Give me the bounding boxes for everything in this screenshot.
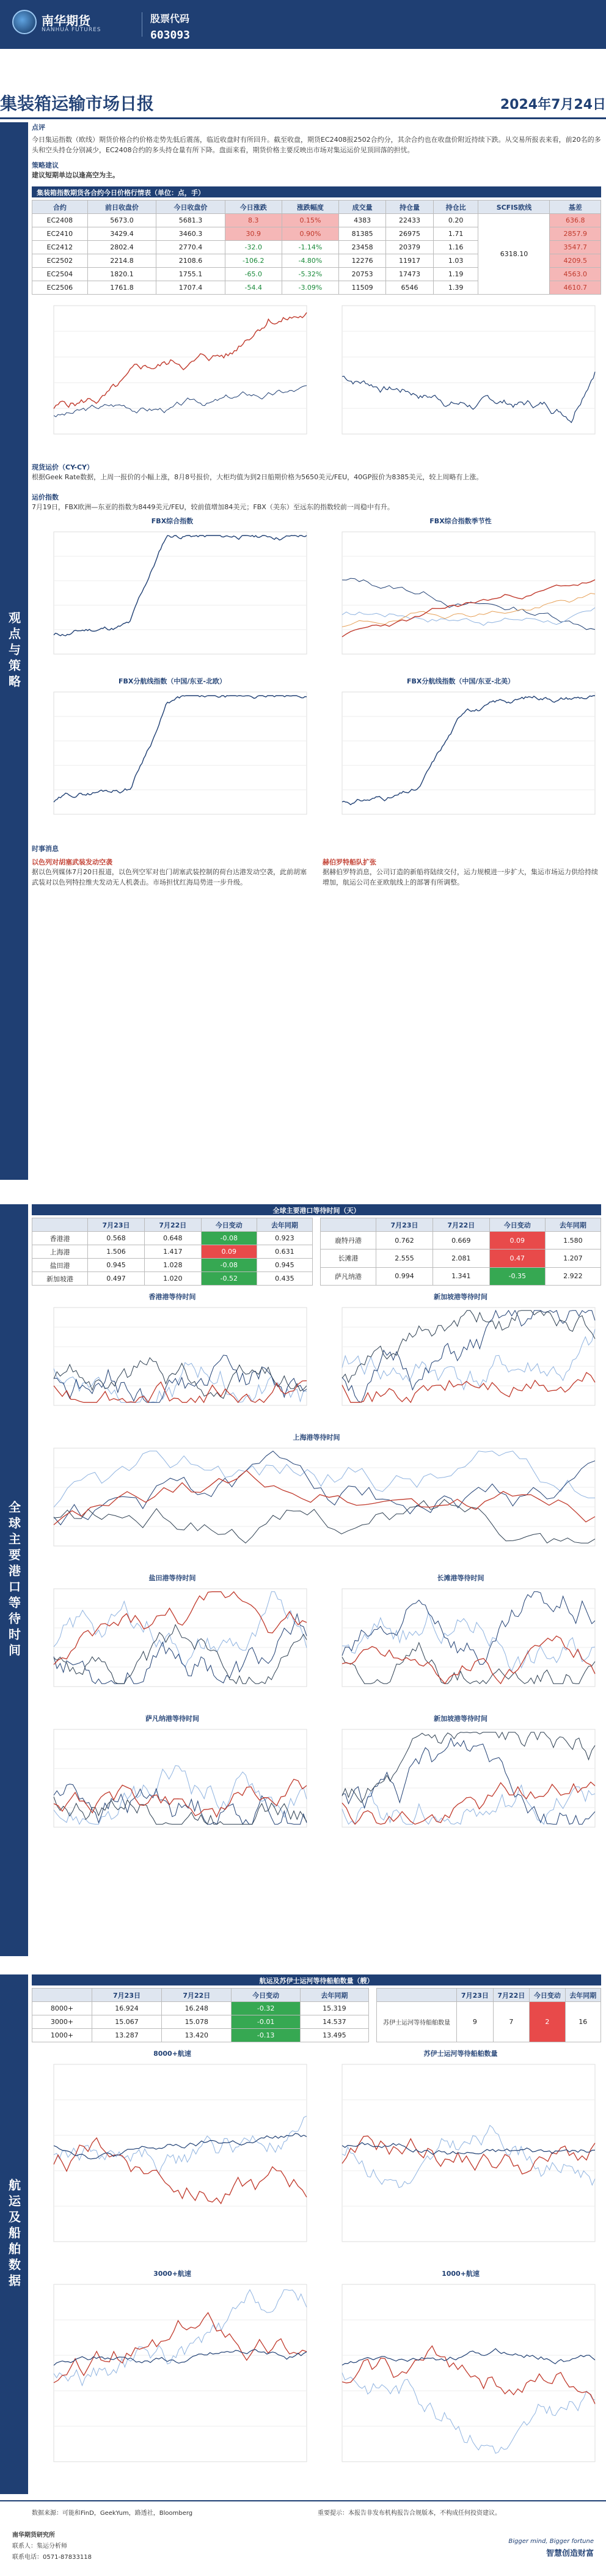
shipping-table-title: 航运及苏伊士运河等待船舶数量（艘） — [32, 1974, 601, 1985]
port-lastyear: 0.945 — [257, 1259, 312, 1272]
ship-chart-title: 8000+航速 — [153, 2050, 191, 2058]
series-line — [54, 1500, 595, 1543]
futures-table-title: 集装箱指数期货各合约今日价格行情表（单位：点，手） — [32, 186, 601, 197]
futures-cell: 17473 — [386, 268, 433, 281]
futures-col-header: 前日收盘价 — [87, 201, 156, 214]
ports-table-left — [32, 1218, 313, 1286]
futures-change: -106.2 — [225, 254, 282, 268]
port-chart — [32, 1723, 313, 1846]
port-change: 0.47 — [489, 1249, 545, 1267]
suez-change: 2 — [530, 2002, 565, 2042]
strategy-heading: 策略建议 — [32, 161, 59, 169]
futures-cell: 23458 — [339, 241, 386, 254]
plot-area — [342, 1729, 595, 1827]
series-line — [54, 1451, 595, 1525]
port-today: 0.497 — [88, 1272, 145, 1286]
index-text: 7月19日，FBX欧洲—东亚的指数为8449美元/FEU，较前值增加84美元；FBX（美东）至远东的指数较前一周稳中有升。 — [32, 503, 394, 511]
plot-area — [342, 692, 595, 814]
ship-chart-panel — [32, 2269, 313, 2482]
port-change: 0.09 — [489, 1232, 545, 1249]
shipping-tables — [32, 1988, 601, 2042]
series-line — [342, 1311, 595, 1402]
speed-prev: 13.420 — [162, 2029, 232, 2042]
futures-cell: EC2412 — [32, 241, 88, 254]
speed-today: 13.287 — [92, 2029, 161, 2042]
futures-change: 30.9 — [225, 227, 282, 241]
speed-col-header: 7月23日 — [92, 1989, 161, 2002]
series-line — [342, 1329, 595, 1389]
ports-table-right — [320, 1218, 601, 1286]
slogan-cn: 智慧创造财富 — [546, 2549, 594, 2558]
suez-prev: 7 — [493, 2002, 529, 2042]
ports-row — [32, 1245, 313, 1259]
series-line — [342, 2346, 595, 2404]
speed-today: 15.067 — [92, 2015, 161, 2029]
series-line — [54, 1451, 595, 1507]
futures-basis: 3547.7 — [550, 241, 601, 254]
port-lastyear: 0.631 — [257, 1245, 312, 1259]
ports-row — [32, 1232, 313, 1245]
fbx-charts-grid — [32, 516, 601, 834]
port-chart-panel — [320, 1292, 601, 1426]
ports-tables — [32, 1218, 601, 1286]
speed-change: -0.01 — [232, 2015, 300, 2029]
series-line — [342, 1613, 595, 1671]
port-change: 0.09 — [201, 1245, 257, 1259]
news1-title: 以色列对胡塞武装发动空袭 — [32, 858, 112, 866]
port-change: -0.35 — [489, 1267, 545, 1285]
ship-chart-title: 3000+航速 — [153, 2270, 191, 2278]
series-line — [342, 1782, 595, 1824]
fbx-europe-chart — [32, 686, 313, 833]
futures-cell: 12276 — [339, 254, 386, 268]
futures-cell: 22433 — [386, 214, 433, 227]
port-today: 0.762 — [376, 1232, 433, 1249]
top-banner — [0, 0, 606, 49]
futures-cell: 1.16 — [433, 241, 478, 254]
ship-chart-panel — [320, 2048, 601, 2262]
futures-cell: 3429.4 — [87, 227, 156, 241]
ports-table-title: 全球主要港口等待时间（天） — [32, 1204, 601, 1215]
plot-area — [54, 306, 307, 434]
ports-col-header: 今日变动 — [489, 1218, 545, 1232]
series-line — [54, 1592, 307, 1668]
port-lastyear: 1.580 — [545, 1232, 601, 1249]
speed-today: 16.924 — [92, 2002, 161, 2015]
futures-cell: 11917 — [386, 254, 433, 268]
futures-col-header: 持仓量 — [386, 201, 433, 214]
series-line — [54, 696, 307, 802]
basis-chart — [320, 300, 601, 452]
speed-col-header: 去年同期 — [300, 1989, 368, 2002]
port-chart-title: 新加坡港等待时间 — [434, 1715, 487, 1723]
port-chart-panel — [32, 1292, 313, 1426]
speed-change: -0.13 — [232, 2029, 300, 2042]
ship-chart-panel — [320, 2269, 601, 2482]
ship-chart — [32, 2278, 313, 2480]
speed-lastyear: 13.495 — [300, 2029, 368, 2042]
plot-area — [342, 1589, 595, 1687]
series-line — [54, 312, 307, 408]
series-line — [342, 1643, 595, 1684]
port-lastyear: 2.922 — [545, 1267, 601, 1285]
plot-area — [54, 1308, 307, 1405]
slogan-en: Bigger mind, Bigger fortune — [508, 2538, 594, 2545]
futures-pct: -5.32% — [282, 268, 338, 281]
port-today: 0.994 — [376, 1267, 433, 1285]
port-change: -0.08 — [201, 1259, 257, 1272]
futures-col-header: 成交量 — [339, 201, 386, 214]
futures-cell: 26975 — [386, 227, 433, 241]
port-chart-title: 香港港等待时间 — [148, 1293, 196, 1301]
ship-class: 8000+ — [32, 2002, 92, 2015]
series-line — [342, 696, 595, 804]
port-chart-title: 新加坡港等待时间 — [434, 1293, 487, 1301]
report-title: 集装箱运输市场日报 — [0, 94, 155, 114]
futures-cell: 6546 — [386, 281, 433, 295]
speed-row — [32, 2015, 369, 2029]
sidebar-view-label: 观点与策略 — [6, 611, 21, 691]
futures-col-header: 合约 — [32, 201, 88, 214]
suez-lastyear: 16 — [565, 2002, 601, 2042]
series-line — [342, 1636, 595, 1684]
futures-pct: -1.14% — [282, 241, 338, 254]
sidebar-ports-label: 全球主要港口等待时间 — [6, 1501, 21, 1660]
series-line — [54, 1355, 307, 1402]
futures-cell: 1.03 — [433, 254, 478, 268]
ports-col-header: 7月23日 — [376, 1218, 433, 1232]
series-line — [54, 1381, 307, 1403]
futures-basis: 4563.0 — [550, 268, 601, 281]
ports-col-header: 7月22日 — [433, 1218, 489, 1232]
footer — [0, 2506, 606, 2576]
futures-cell: 3460.3 — [156, 227, 225, 241]
futures-change: -54.4 — [225, 281, 282, 295]
port-name: 萨凡纳港 — [321, 1267, 376, 1285]
series-line — [342, 1738, 595, 1824]
disclaimer: 重要提示：本报告非发布机构报告合规版本，不构成任何投资建议。 — [318, 2510, 501, 2517]
speed-prev: 16.248 — [162, 2002, 232, 2015]
brand-name-en: NANHUA FUTURES — [42, 27, 101, 33]
ports-col-header — [32, 1218, 88, 1232]
futures-charts-row — [32, 300, 601, 452]
port-chart-title: 长滩港等待时间 — [437, 1574, 484, 1582]
futures-col-header: 今日收盘价 — [156, 201, 225, 214]
futures-basis: 4610.7 — [550, 281, 601, 295]
speed-lastyear: 14.537 — [300, 2015, 368, 2029]
futures-cell: EC2502 — [32, 254, 88, 268]
plot-area — [54, 692, 307, 814]
futures-cell: 2214.8 — [87, 254, 156, 268]
ship-class: 1000+ — [32, 2029, 92, 2042]
footer-line — [0, 2500, 606, 2501]
main-contract-chart — [32, 300, 313, 452]
futures-cell: 0.20 — [433, 214, 478, 227]
futures-cell: 20379 — [386, 241, 433, 254]
port-prev: 1.417 — [144, 1245, 201, 1259]
port-name: 香港港 — [32, 1232, 88, 1245]
news1-text: 据以色列媒体7月20日报道，以色列空军对也门胡塞武装控制的荷台达港发动空袭，此前胡塞武装对以色列特拉维夫发动无人机袭击。市场担忧红海局势进一步升级。 — [32, 868, 307, 886]
series-line — [342, 2136, 595, 2174]
port-chart-title: 盐田港等待时间 — [148, 1574, 196, 1582]
data-source: 数据来源：可能和FinD，GeekYum，路透社，Bloomberg — [32, 2510, 193, 2517]
port-prev: 0.669 — [433, 1232, 489, 1249]
futures-cell: EC2506 — [32, 281, 88, 295]
suez-label: 苏伊士运河等待船舶数量 — [377, 2002, 457, 2042]
port-chart-panel — [320, 1573, 601, 1707]
futures-basis: 4209.5 — [550, 254, 601, 268]
futures-change: -65.0 — [225, 268, 282, 281]
series-line — [54, 535, 307, 636]
speed-row — [32, 2029, 369, 2042]
ports-row — [321, 1232, 601, 1249]
port-prev: 2.081 — [433, 1249, 489, 1267]
brand-logo — [12, 9, 134, 39]
speed-table — [32, 1988, 369, 2042]
suez-table: 7月23日 7月22日 今日变动 去年同期 苏伊士运河等待船舶数量 9 7 2 16 — [376, 1988, 601, 2042]
fbx-namerica-title: FBX分航线指数（中国/东亚-北美） — [407, 677, 514, 685]
plot-area — [54, 1448, 595, 1546]
port-lastyear: 1.207 — [545, 1249, 601, 1267]
series-line — [342, 2125, 595, 2188]
port-charts-grid — [32, 1292, 601, 1940]
plot-area — [54, 2064, 307, 2242]
port-today: 2.555 — [376, 1249, 433, 1267]
port-chart-panel — [320, 1713, 601, 1847]
commentary-heading: 点评 — [32, 123, 45, 131]
futures-cell: 20753 — [339, 268, 386, 281]
futures-col-header: 今日涨跌 — [225, 201, 282, 214]
futures-cell: 1.71 — [433, 227, 478, 241]
port-chart — [320, 1301, 601, 1424]
series-line — [342, 578, 595, 630]
shipping-charts-grid — [32, 2048, 601, 2489]
title-underline — [0, 117, 606, 119]
port-change: -0.08 — [201, 1232, 257, 1245]
futures-cell: 11509 — [339, 281, 386, 295]
report-date: 2024年7月24日 — [500, 97, 606, 112]
ports-row — [32, 1259, 313, 1272]
ship-chart — [320, 2058, 601, 2260]
series-line — [54, 1784, 307, 1825]
port-today: 0.568 — [88, 1232, 145, 1245]
speed-change: -0.32 — [232, 2002, 300, 2015]
plot-area — [342, 532, 595, 654]
port-chart — [32, 1442, 601, 1564]
contact: 联系人：集运分析师 — [12, 2543, 67, 2550]
futures-pct: 0.15% — [282, 214, 338, 227]
series-line — [54, 1625, 307, 1684]
port-chart-title: 上海港等待时间 — [293, 1433, 340, 1441]
plot-area — [342, 2284, 595, 2462]
series-line — [342, 2372, 595, 2453]
futures-table — [32, 200, 601, 295]
port-name: 盐田港 — [32, 1259, 88, 1272]
port-chart — [32, 1301, 313, 1424]
port-chart-panel — [32, 1432, 601, 1566]
stock-code-label: 股票代码 — [150, 13, 190, 24]
scfis-value: 6318.10 — [478, 214, 550, 295]
sidebar-shipping-label: 航运及船舶数据 — [6, 2179, 21, 2290]
futures-cell: 5681.3 — [156, 214, 225, 227]
logo-mark-icon — [12, 10, 37, 34]
port-today: 1.506 — [88, 1245, 145, 1259]
brand-name: 南华期货 — [42, 13, 90, 28]
futures-cell: 2108.6 — [156, 254, 225, 268]
futures-cell: EC2408 — [32, 214, 88, 227]
ports-row — [321, 1249, 601, 1267]
futures-cell: 1.19 — [433, 268, 478, 281]
futures-row — [32, 214, 601, 227]
ship-chart-title: 苏伊士运河等待船舶数量 — [423, 2050, 498, 2058]
series-line — [342, 372, 595, 422]
series-line — [342, 1785, 595, 1824]
speed-col-header: 今日变动 — [232, 1989, 300, 2002]
futures-cell: EC2410 — [32, 227, 88, 241]
port-prev: 0.648 — [144, 1232, 201, 1245]
series-line — [342, 1732, 595, 1803]
port-name: 新加坡港 — [32, 1272, 88, 1286]
series-line — [342, 594, 595, 627]
futures-basis: 636.8 — [550, 214, 601, 227]
futures-cell: 5673.0 — [87, 214, 156, 227]
port-chart — [320, 1723, 601, 1846]
fbx-namerica-chart — [320, 686, 601, 833]
port-change: -0.52 — [201, 1272, 257, 1286]
shipping-section — [32, 1974, 601, 2489]
futures-cell: EC2504 — [32, 268, 88, 281]
port-prev: 1.020 — [144, 1272, 201, 1286]
ports-row — [321, 1267, 601, 1285]
ports-col-header: 7月23日 — [88, 1218, 145, 1232]
spot-heading: 现货运价（CY-CY） — [32, 463, 94, 471]
sidebar-ports — [0, 1204, 28, 1956]
port-name: 长滩港 — [321, 1249, 376, 1267]
port-prev: 1.341 — [433, 1267, 489, 1285]
ports-col-header: 去年同期 — [545, 1218, 601, 1232]
futures-cell: 1.39 — [433, 281, 478, 295]
speed-lastyear: 15.319 — [300, 2002, 368, 2015]
fbx-seasonal-chart — [320, 526, 601, 672]
news-row — [32, 857, 601, 888]
sidebar-shipping — [0, 1974, 28, 2494]
port-today: 0.945 — [88, 1259, 145, 1272]
futures-change: 8.3 — [225, 214, 282, 227]
spot-text: 根据Geek Rate数据，上周一报价的小幅上涨，8月8号报价，大柜均值为到2日船期价格为5650美元/FEU，40GP报价为8385美元，较上周略有上涨。 — [32, 473, 483, 481]
futures-cell: 2802.4 — [87, 241, 156, 254]
ports-section — [32, 1204, 601, 1940]
port-name: 上海港 — [32, 1245, 88, 1259]
fbx-composite-title: FBX综合指数 — [151, 517, 194, 525]
ports-row — [32, 1272, 313, 1286]
ship-class: 3000+ — [32, 2015, 92, 2029]
port-lastyear: 0.435 — [257, 1272, 312, 1286]
series-line — [54, 1797, 307, 1824]
futures-col-header: 基差 — [550, 201, 601, 214]
futures-cell: 1707.4 — [156, 281, 225, 295]
fbx-europe-title: FBX分航线指数（中国/东亚-北欧） — [119, 677, 226, 685]
series-line — [54, 1765, 307, 1824]
series-line — [54, 2290, 307, 2386]
stock-code: 603093 — [150, 29, 191, 42]
port-chart-panel — [32, 1713, 313, 1847]
suez-today: 9 — [457, 2002, 493, 2042]
series-line — [54, 386, 307, 417]
port-chart — [32, 1583, 313, 1705]
futures-col-header: 涨跌幅度 — [282, 201, 338, 214]
ports-col-header: 7月22日 — [144, 1218, 201, 1232]
news2-title: 赫伯罗特船队扩张 — [323, 858, 376, 866]
futures-col-header: SCFIS欧线 — [478, 201, 550, 214]
fbx-seasonal-title: FBX综合指数季节性 — [429, 517, 492, 525]
stock-code-box — [150, 11, 190, 42]
ship-chart-title: 1000+航速 — [442, 2270, 480, 2278]
ship-chart — [320, 2278, 601, 2480]
port-prev: 1.028 — [144, 1259, 201, 1272]
ports-col-header: 今日变动 — [201, 1218, 257, 1232]
index-heading: 运价指数 — [32, 493, 59, 501]
futures-cell: 4383 — [339, 214, 386, 227]
futures-basis: 2857.9 — [550, 227, 601, 241]
view-section — [32, 122, 601, 888]
report-title-row — [0, 86, 606, 117]
series-line — [342, 2349, 595, 2365]
port-name: 鹿特丹港 — [321, 1232, 376, 1249]
series-line — [54, 2116, 307, 2174]
port-chart — [320, 1583, 601, 1705]
futures-pct: -4.80% — [282, 254, 338, 268]
plot-area — [54, 1589, 307, 1687]
series-line — [54, 1358, 307, 1399]
futures-cell: 1761.8 — [87, 281, 156, 295]
phone: 联系电话：0571-87833118 — [12, 2554, 92, 2561]
analyst: 南华期货研究所 — [12, 2532, 55, 2539]
ship-chart-panel — [32, 2048, 313, 2262]
commentary-text: 今日集运指数（欧线）期货价格合约价格走势先低后震荡，临近收盘时有所回升。截至收盘，期货EC2408报2502合约分，其余合约也在收盘价附近持续下跌。从交易所报表来看，前20名的多头和空头持仓分别减少，EC2408合约的多头持仓量有所下降。盘面来看，期货价格主要反映出市场对集运运价见顶回落的担忧。 — [32, 136, 601, 154]
futures-cell: 1755.1 — [156, 268, 225, 281]
futures-cell: 81385 — [339, 227, 386, 241]
speed-col-header — [32, 1989, 92, 2002]
futures-cell: 1820.1 — [87, 268, 156, 281]
speed-row — [32, 2002, 369, 2015]
ports-col-header: 去年同期 — [257, 1218, 312, 1232]
futures-col-header: 持仓比 — [433, 201, 478, 214]
ship-chart — [32, 2058, 313, 2260]
futures-pct: 0.90% — [282, 227, 338, 241]
port-chart-panel — [32, 1573, 313, 1707]
speed-prev: 15.078 — [162, 2015, 232, 2029]
sidebar-view — [0, 122, 28, 1180]
port-chart-title: 萨凡纳港等待时间 — [145, 1715, 199, 1723]
port-lastyear: 0.923 — [257, 1232, 312, 1245]
plot-area — [342, 1308, 595, 1405]
plot-area — [54, 532, 307, 654]
strategy-text: 建议短期单边以逢高空为主。 — [32, 171, 119, 179]
futures-pct: -3.09% — [282, 281, 338, 295]
ports-col-header — [321, 1218, 376, 1232]
plot-area — [342, 306, 595, 434]
news2-text: 据赫伯罗特消息，公司订造的新船将陆续交付，运力规模进一步扩大，集运市场运力供给持续增加，航运公司在亚欧航线上的部署有所调整。 — [323, 868, 598, 886]
news-heading: 时事消息 — [32, 845, 59, 853]
futures-change: -32.0 — [225, 241, 282, 254]
futures-cell: 2770.4 — [156, 241, 225, 254]
speed-col-header: 7月22日 — [162, 1989, 232, 2002]
fbx-composite-chart — [32, 526, 313, 672]
